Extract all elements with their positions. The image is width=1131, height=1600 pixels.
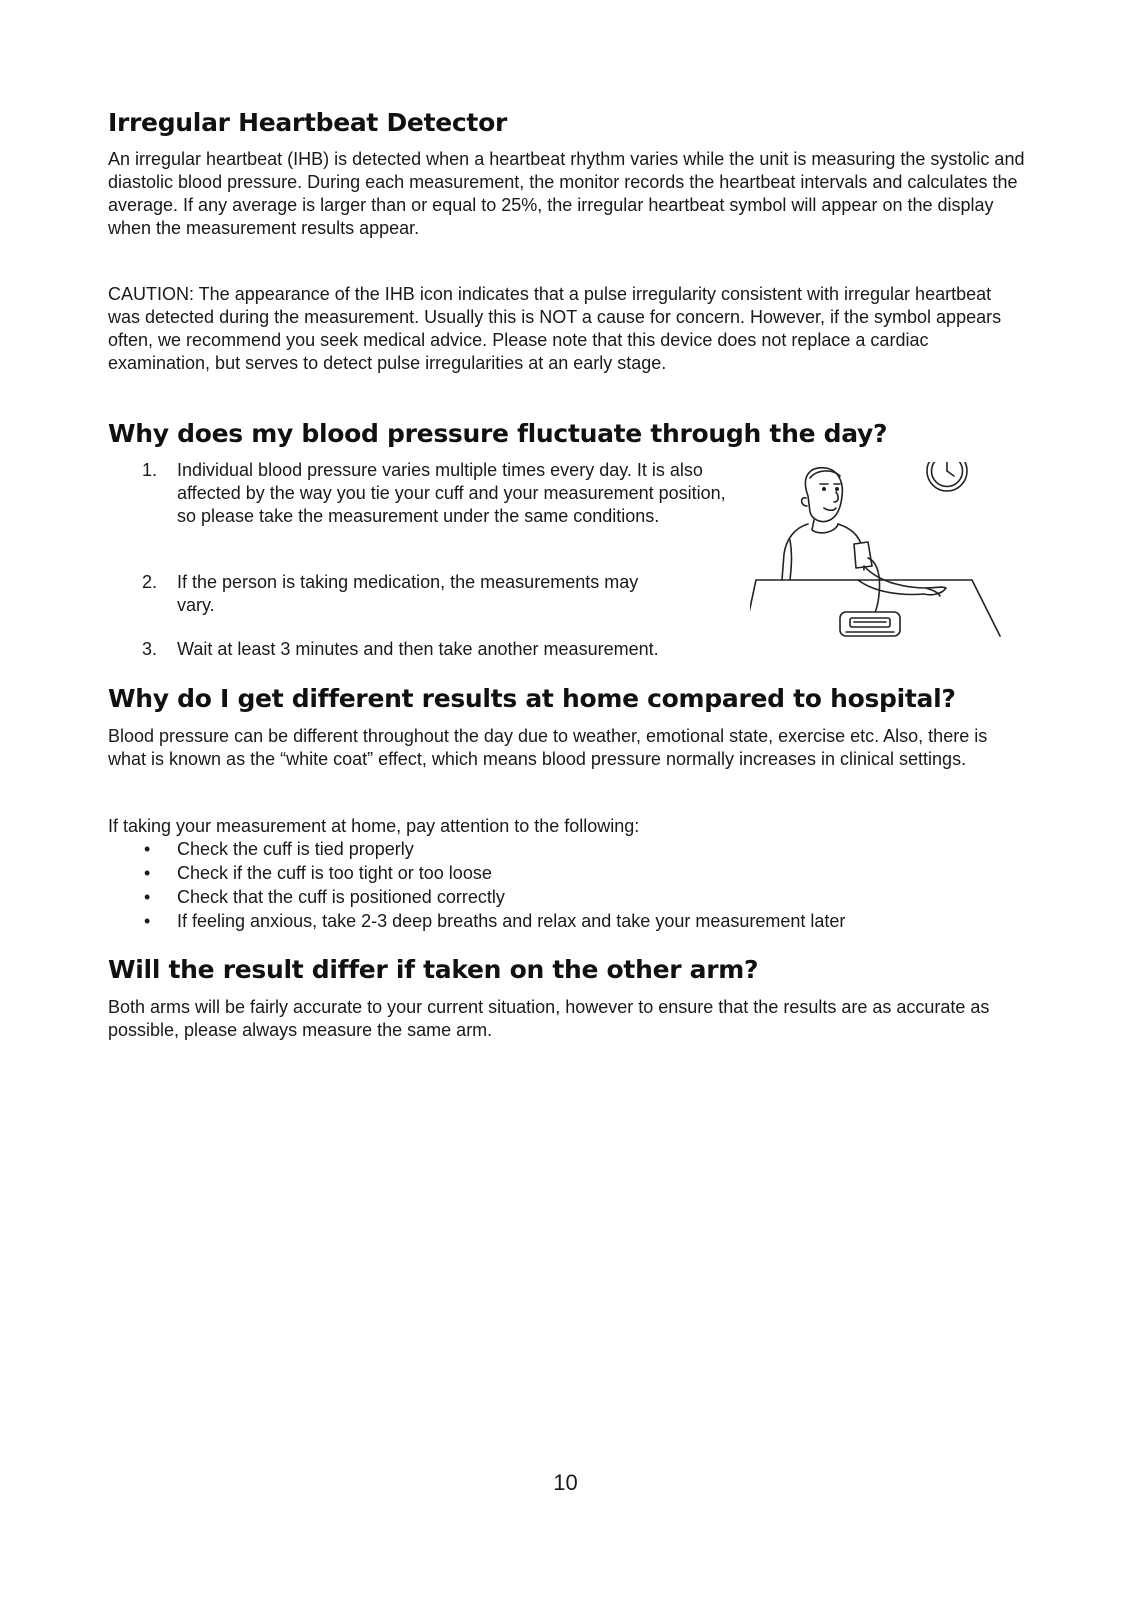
bp-monitor-icon — [840, 612, 900, 636]
list-text: Wait at least 3 minutes and then take another measurement. — [177, 639, 659, 659]
bullet-text: Check that the cuff is positioned correctly — [177, 887, 505, 907]
heading-fluctuate: Why does my blood pressure fluctuate through the day? — [108, 419, 888, 448]
home-hospital-description: Blood pressure can be different throughout the day due to weather, emotional state, exercise etc. Also, there is what is known as the “white coat” effect, which means blood pressure normally increases in clinical settings. — [108, 726, 988, 769]
bullet: • — [144, 911, 151, 931]
blood-pressure-illustration — [750, 462, 1020, 647]
list-number: 1. — [142, 460, 158, 480]
bullet-text: Check the cuff is tied properly — [177, 839, 414, 859]
person-icon — [782, 468, 946, 618]
bullet: • — [144, 839, 151, 859]
list-number: 3. — [142, 639, 158, 659]
ihb-description: An irregular heartbeat (IHB) is detected when a heartbeat rhythm varies while the unit is measuring the systolic and diastolic blood pressure. During each measurement, the monitor records the heartbeat intervals and calculates the average. If any average is larger than or equal to 25%, the irregular heartbeat symbol will appear on the display when the measurement results appear. — [108, 149, 1025, 238]
list-text: If the person is taking medication, the measurements may vary. — [177, 572, 639, 615]
heading-home-vs-hospital: Why do I get different results at home compared to hospital? — [108, 684, 956, 713]
caution-label: CAUTION — [108, 284, 189, 304]
bullet-text: Check if the cuff is too tight or too loose — [177, 863, 492, 883]
bullet-text: If feeling anxious, take 2-3 deep breaths and relax and take your measurement later — [177, 911, 846, 931]
bullet: • — [144, 863, 151, 883]
caution-paragraph — [108, 283, 1028, 375]
list-number: 2. — [142, 572, 158, 592]
page-number: 10 — [553, 1470, 578, 1495]
heading-other-arm: Will the result differ if taken on the other arm? — [108, 955, 759, 984]
home-tips-intro: If taking your measurement at home, pay attention to the following: — [108, 816, 640, 836]
caution-text: : The appearance of the IHB icon indicates that a pulse irregularity consistent with irregular heartbeat was detected during the measurement. Usually this is NOT a cause for concern. However, if the symbol appears often, we recommend you seek medical advice. Please note that this device does not replace a cardiac examination, but serves to detect pulse irregularities at an early stage. — [108, 284, 1002, 373]
clock-icon — [927, 462, 967, 491]
heading-irregular-heartbeat: Irregular Heartbeat Detector — [108, 108, 507, 137]
list-text: Individual blood pressure varies multiple times every day. It is also affected by the way you tie your cuff and your measurement position, so please take the measurement under the same conditions. — [177, 460, 726, 526]
bullet: • — [144, 887, 151, 907]
other-arm-description: Both arms will be fairly accurate to your current situation, however to ensure that the results are as accurate as possible, please always measure the same arm. — [108, 997, 990, 1040]
